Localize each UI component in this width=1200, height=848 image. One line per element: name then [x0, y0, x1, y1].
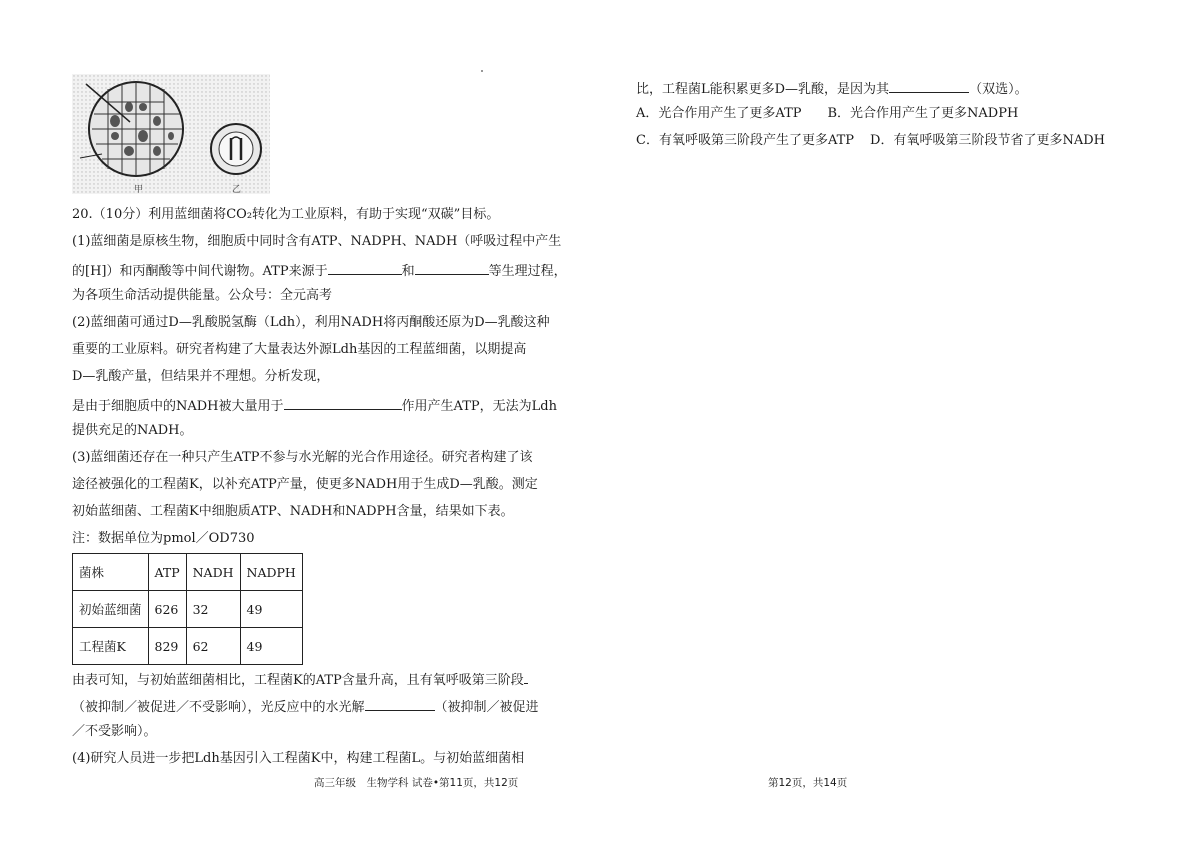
answer-blank-1[interactable]: [328, 260, 402, 275]
figure-caption-right: 乙: [232, 185, 242, 195]
question-20-heading: 20.（10分）利用蓝细菌将CO₂转化为工业原料，有助于实现“双碳”目标。: [72, 207, 500, 222]
figure-caption-left: 甲: [134, 185, 144, 195]
cell-microscopy-image: [72, 74, 272, 196]
table-cell: 工程菌K: [73, 628, 149, 665]
table-row: [73, 591, 303, 628]
part1-text-a: 的[H]）和丙酮酸等中间代谢物。ATP来源于: [72, 264, 328, 279]
part3-analysis-line1: [72, 669, 528, 690]
table-cell: 626: [148, 591, 186, 628]
table-header-row: [73, 554, 303, 591]
option-d: D．有氧呼吸第三阶段节省了更多NADH: [870, 133, 1105, 148]
options-row-1: [636, 105, 1018, 123]
part2-line4: [72, 395, 557, 416]
data-table: [72, 553, 303, 665]
part2-line2: 重要的工业原料。研究者构建了大量表达外源Ldh基因的工程蓝细菌，以期提高: [72, 342, 527, 357]
part3-line2: 途径被强化的工程菌K，以补充ATP产量，使更多NADH用于生成D—乳酸。测定: [72, 477, 538, 492]
answer-blank-6[interactable]: [889, 78, 969, 93]
options-row-2: [636, 132, 1105, 150]
part3-analysis-line2: [72, 696, 539, 717]
table-header-cell: NADPH: [240, 554, 302, 591]
answer-blank-4[interactable]: [524, 669, 528, 684]
analysis-text-c: （被抑制／被促进: [434, 700, 539, 715]
part1-text-c: 等生理过程，: [488, 264, 567, 279]
option-b: B．光合作用产生了更多NADPH: [827, 106, 1019, 121]
analysis-text-a: 由表可知，与初始蓝细菌相比，工程菌K的ATP含量升高，且有氧呼吸第三阶段: [72, 673, 524, 688]
part2-line5: 提供充足的NADH。: [72, 423, 193, 438]
right-text-a: 比，工程菌L能积累更多D—乳酸，是因为其: [636, 82, 890, 97]
part2-line3: D—乳酸产量，但结果并不理想。分析发现，: [72, 369, 330, 384]
table-header-cell: 菌株: [73, 554, 149, 591]
part4-line1: (4)研究人员进一步把Ldh基因引入工程菌K中，构建工程菌L。与初始蓝细菌相: [72, 751, 525, 766]
table-cell: 初始蓝细菌: [73, 591, 149, 628]
part1-line2: [72, 260, 567, 281]
table-cell: 49: [240, 628, 302, 665]
answer-blank-3[interactable]: [284, 395, 402, 410]
footer-left-page: 高三年级 生物学科 试卷•第11页，共12页: [314, 777, 519, 789]
table-cell: 62: [186, 628, 240, 665]
answer-blank-5[interactable]: [365, 696, 435, 711]
table-header-cell: ATP: [148, 554, 186, 591]
footer-right-page: 第12页，共14页: [768, 777, 848, 789]
part1-line3: 为各项生命活动提供能量。公众号：全元高考: [72, 288, 333, 303]
part1-text-b: 和: [401, 264, 415, 279]
analysis-text-b: （被抑制／被促进／不受影响），光反应中的水光解: [72, 700, 365, 715]
part3-line1: (3)蓝细菌还存在一种只产生ATP不参与水光解的光合作用途径。研究者构建了该: [72, 450, 533, 465]
right-text-b: （双选）。: [969, 82, 1028, 97]
table-note: 注：数据单位为pmol／OD730: [72, 531, 255, 546]
part3-line3: 初始蓝细菌、工程菌K中细胞质ATP、NADH和NADPH含量，结果如下表。: [72, 504, 514, 519]
table-header-cell: NADH: [186, 554, 240, 591]
table-cell: 32: [186, 591, 240, 628]
part3-analysis-line3: ／不受影响）。: [72, 724, 157, 739]
part2-text-b: 作用产生ATP，无法为Ldh: [401, 399, 557, 414]
answer-blank-2[interactable]: [415, 260, 489, 275]
table-cell: 49: [240, 591, 302, 628]
part1-line1: (1)蓝细菌是原核生物，细胞质中同时含有ATP、NADPH、NADH（呼吸过程中产生: [72, 234, 562, 249]
right-line1: [636, 78, 1028, 99]
table-cell: 829: [148, 628, 186, 665]
option-c: C．有氧呼吸第三阶段产生了更多ATP: [636, 133, 855, 148]
part2-line1: (2)蓝细菌可通过D—乳酸脱氢酶（Ldh），利用NADH将丙酮酸还原为D—乳酸这种: [72, 315, 550, 330]
cell-figure: [72, 74, 272, 196]
table-row: [73, 628, 303, 665]
stray-dot: [481, 70, 483, 72]
part2-text-a: 是由于细胞质中的NADH被大量用于: [72, 399, 284, 414]
option-a: A．光合作用产生了更多ATP: [636, 106, 802, 121]
